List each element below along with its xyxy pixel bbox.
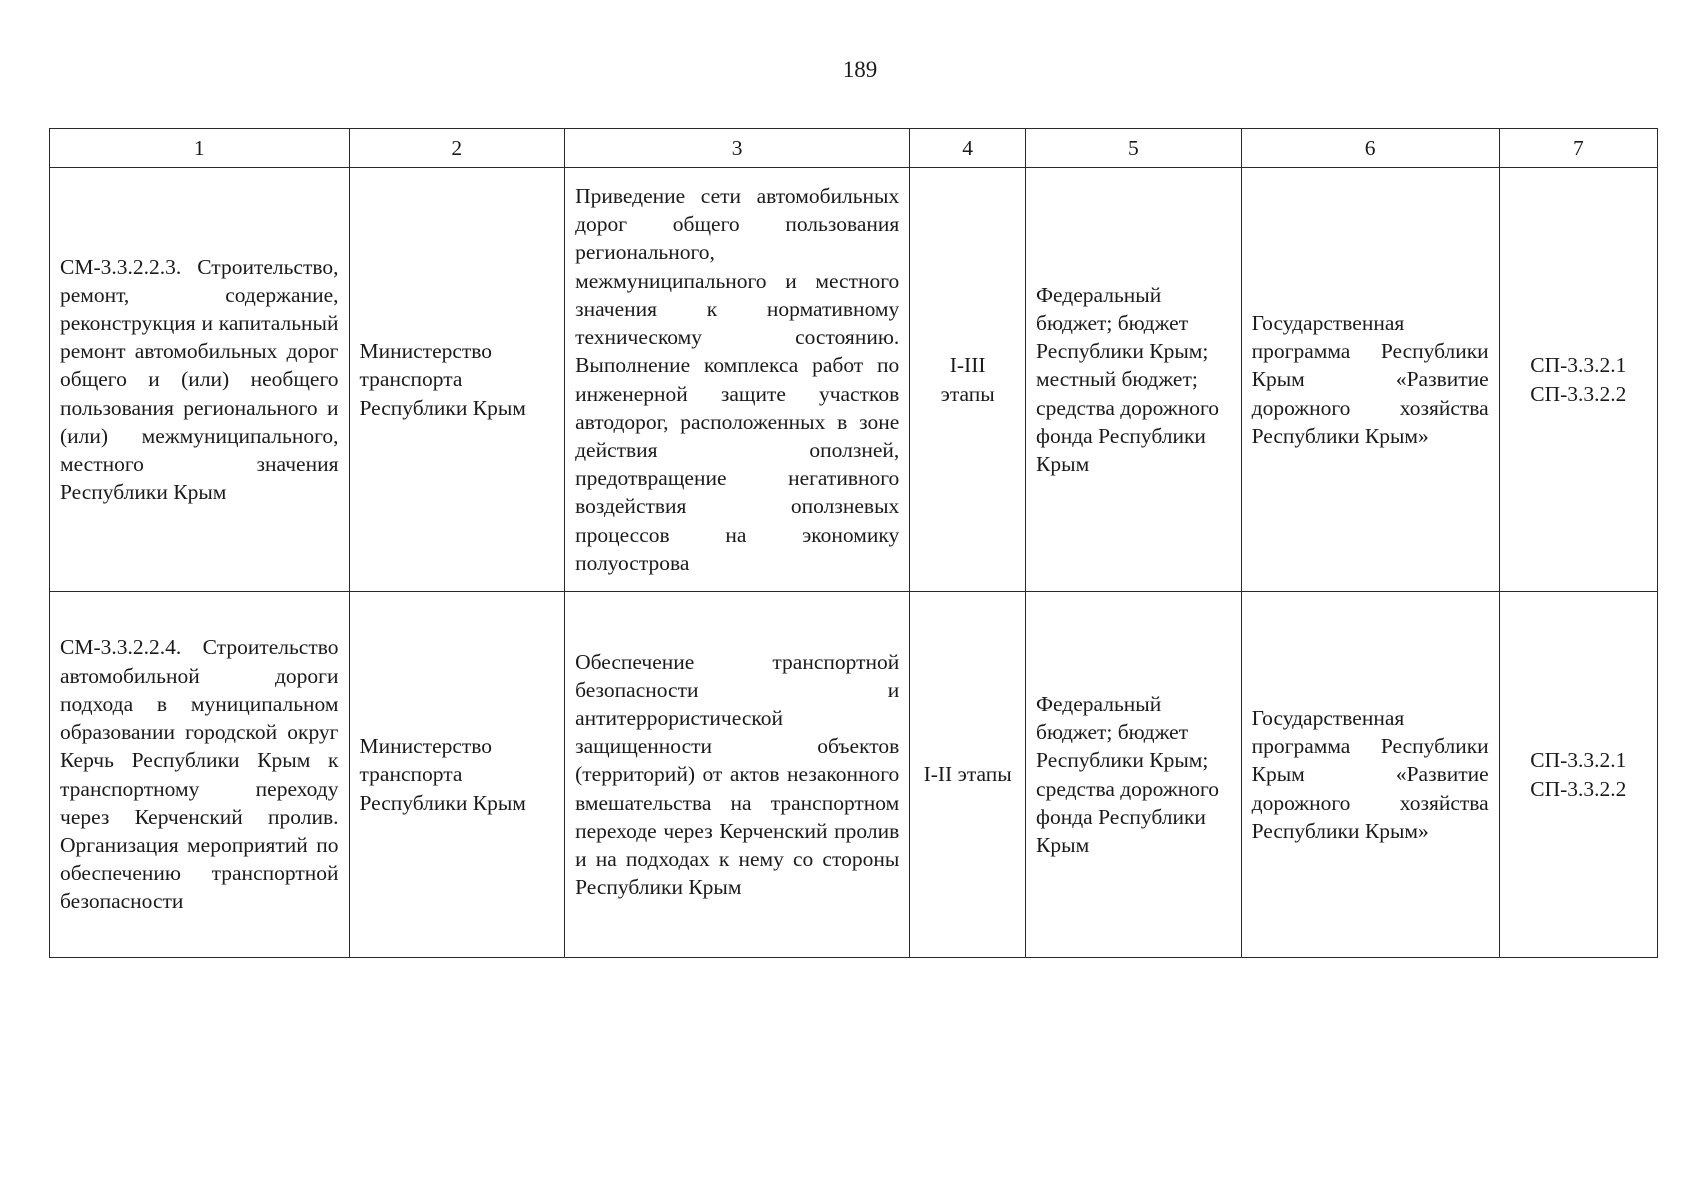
program-cell: Государственная программа Республики Крым «Развитие дорожного хозяйства Республики Крым» xyxy=(1241,592,1499,958)
codes-cell: СП-3.3.2.1 СП-3.3.2.2 xyxy=(1499,592,1657,958)
executor-cell: Министерство транспорта Республики Крым xyxy=(349,592,565,958)
measure-cell: СМ-3.3.2.2.3. Строительство, ремонт, содержание, реконструкция и капитальный ремонт автомобильных дорог общего и (или) необщего пользования регионального и (или) межмуниципального, местного значения Республики Крым xyxy=(50,168,350,592)
column-number-2: 2 xyxy=(349,129,565,168)
stages-cell: I-III этапы xyxy=(910,168,1026,592)
measure-cell: СМ-3.3.2.2.4. Строительство автомобильной дороги подхода в муниципальном образовании городской округ Керчь Республики Крым к транспортному переходу через Керченский пролив. Организация мероприятий по обеспечению транспортной безопасности xyxy=(50,592,350,958)
table-row xyxy=(50,592,1658,958)
codes-cell: СП-3.3.2.1 СП-3.3.2.2 xyxy=(1499,168,1657,592)
column-number-4: 4 xyxy=(910,129,1026,168)
stages-cell: I-II этапы xyxy=(910,592,1026,958)
column-number-1: 1 xyxy=(50,129,350,168)
table-row xyxy=(50,168,1658,592)
column-number-3: 3 xyxy=(565,129,910,168)
program-cell: Государственная программа Республики Крым «Развитие дорожного хозяйства Республики Крым» xyxy=(1241,168,1499,592)
page-number: 189 xyxy=(842,57,878,82)
executor-cell: Министерство транспорта Республики Крым xyxy=(349,168,565,592)
funding-cell: Федеральный бюджет; бюджет Республики Крым; средства дорожного фонда Республики Крым xyxy=(1026,592,1242,958)
column-number-7: 7 xyxy=(1499,129,1657,168)
measures-table xyxy=(49,128,1658,958)
table-header-row xyxy=(50,129,1658,168)
result-cell: Приведение сети автомобильных дорог общего пользования регионального, межмуниципального и местного значения к нормативному техническому состоянию. Выполнение комплекса работ по инженерной защите участков автодорог, расположенных в зоне действия оползней, предотвращение негативного воздействия оползневых процессов на экономику полуострова xyxy=(565,168,910,592)
funding-cell: Федеральный бюджет; бюджет Республики Крым; местный бюджет; средства дорожного фонда Республики Крым xyxy=(1026,168,1242,592)
column-number-5: 5 xyxy=(1026,129,1242,168)
result-cell: Обеспечение транспортной безопасности и антитеррористической защищенности объектов (территорий) от актов незаконного вмешательства на транспортном переходе через Керченский пролив и на подходах к нему со стороны Республики Крым xyxy=(565,592,910,958)
column-number-6: 6 xyxy=(1241,129,1499,168)
